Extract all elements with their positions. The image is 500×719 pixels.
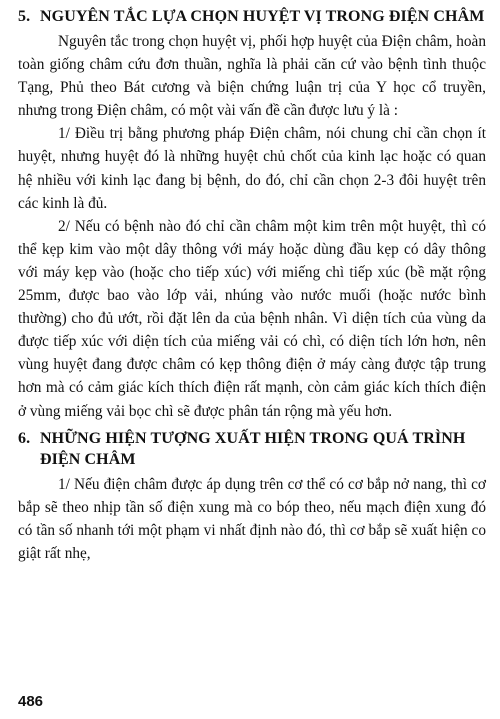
section-6-title: NHỮNG HIỆN TƯỢNG XUẤT HIỆN TRONG QUÁ TRÌNH ĐIỆN CHÂM <box>40 429 466 468</box>
section-6-heading <box>18 428 486 470</box>
section-6-number: 6. <box>18 429 31 447</box>
section-5-paragraph-2: 2/ Nếu có bệnh nào đó chỉ cần châm một kim trên một huyệt, thì có thể kẹp kim vào một dây thông với máy hoặc dùng đầu kẹp có dây thông với máy kẹp vào (hoặc cho tiếp xúc) với miếng chì tiếp xúc (bề mặt rộng 25mm, được bao vào lớp vải, nhúng vào nước muối (hoặc nước bình thường) cho đủ ướt, rồi đặt lên da của bệnh nhân. Vì diện tích của vùng da được tiếp xúc với diện tích của miếng vải có chì, có diện tích lớn hơn, nên vùng huyệt đang được châm có kẹp thông điện ở máy càng được tập trung hơn mà có cảm giác kích thích điện rất mạnh, còn cảm giác kích thích điện ở vùng miếng vải bọc chì sẽ được phân tán rộng mà yếu hơn. <box>18 217 486 420</box>
section-5-heading <box>18 6 486 27</box>
section-5-paragraph-intro: Nguyên tắc trong chọn huyệt vị, phối hợp huyệt của Điện châm, hoàn toàn giống châm cứu đơn thuần, nghĩa là phải căn cứ vào bệnh tình thuộc Tạng, Phủ theo Bát cương và biện chứng luận trị của Y học cổ truyền, nhưng trong Điện châm, có một vài vấn đề cần được lưu ý là : <box>18 33 486 120</box>
section-6-paragraph-1: 1/ Nếu điện châm được áp dụng trên cơ thể có cơ bắp nở nang, thì cơ bắp sẽ theo nhịp tần số điện xung mà co bóp theo, nếu mạch điện xung đó có tần số nhanh tới một phạm vi nhất định nào đó, thì cơ bắp sẽ xuất hiện co giật rất nhẹ, <box>18 475 486 562</box>
page-number: 486 <box>18 693 44 710</box>
section-5-number: 5. <box>18 8 31 25</box>
section-5-title: NGUYÊN TẮC LỰA CHỌN HUYỆT VỊ TRONG ĐIỆN CHÂM <box>40 8 485 25</box>
section-5-paragraph-1: 1/ Điều trị bằng phương pháp Điện châm, nói chung chỉ cần chọn ít huyệt, nhưng huyệt đó là những huyệt chủ chốt của kinh lạc hoặc có quan hệ nhiều với kinh lạc đang bị bệnh, do đó, chỉ cần chọn 2-3 đôi huyệt trên các kinh là đủ. <box>18 125 486 212</box>
